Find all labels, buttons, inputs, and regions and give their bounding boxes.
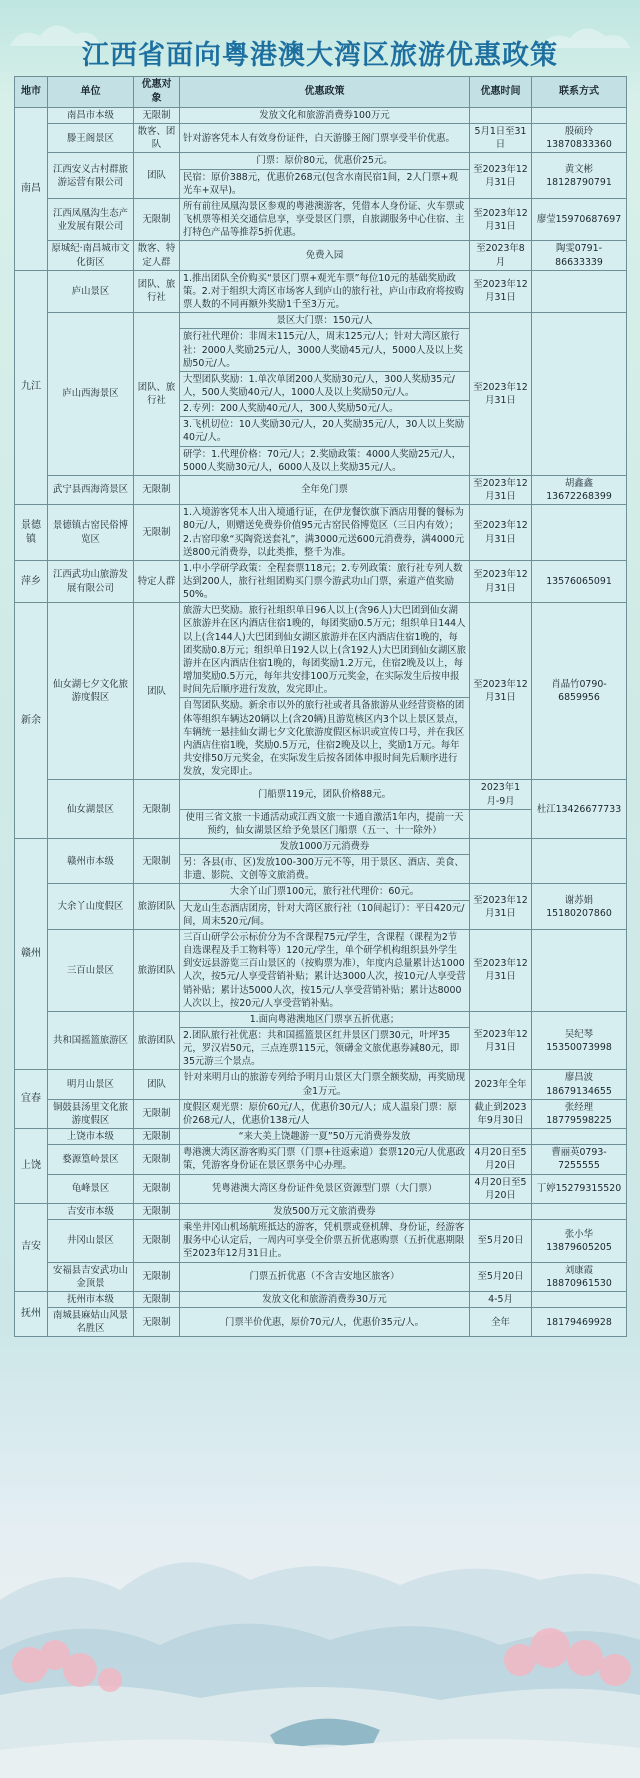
target-cell: 无限制 (134, 1307, 180, 1336)
target-cell: 无限制 (134, 1220, 180, 1262)
unit-cell: 抚州市本级 (48, 1291, 134, 1307)
table-row (15, 1291, 627, 1307)
target-cell: 无限制 (134, 475, 180, 504)
policy-cell: 1.面向粤港澳地区门票享五折优惠； (180, 1011, 470, 1027)
table-row (15, 929, 627, 1011)
table-row (15, 475, 627, 504)
table-row (15, 241, 627, 270)
policy-cell: 发放1000万元消费券 (180, 838, 470, 854)
policy-cell: 2.团队旅行社优惠：共和国摇篮景区红井景区门票30元，叶坪35元，罗汉岩50元，三点连票115元，领礴金文旅优惠券减80元，即35元游三个景点。 (180, 1028, 470, 1070)
time-cell: 5月1日至31日 (470, 124, 532, 153)
column-header: 地市 (15, 77, 48, 108)
policy-cell: 发放文化和旅游消费券100万元 (180, 108, 470, 124)
contact-cell: 谢苏娟15180207860 (532, 884, 627, 929)
time-cell: 至2023年12月31日 (470, 198, 532, 240)
contact-cell (532, 838, 627, 883)
table-row (15, 838, 627, 854)
time-cell: 至2023年12月31日 (470, 603, 532, 780)
policy-cell: 民宿：原价388元，优惠价268元(包含水南民宿1间，2人门票+观光车+双早)。 (180, 169, 470, 198)
policy-cell: 1.入境游客凭本人出入境通行证，在伊龙餐饮旗下酒店用餐的餐标为80元/人，则赠送免费券价值95元古窑民俗博览区（三日内有效）；2.古窑印象“买陶瓷送套礼”，满3000元送600元消费券，满4000元送800元消费券，以此类推，整千为准。 (180, 505, 470, 561)
city-cell: 九江 (15, 270, 48, 505)
policy-cell: 门票：原价80元，优惠价25元。 (180, 153, 470, 169)
policy-cell: “来大美上饶趣游一夏”50万元消费券发放 (180, 1129, 470, 1145)
policy-cell: 门船票119元，团队价格88元。 (180, 780, 470, 809)
column-header: 联系方式 (532, 77, 627, 108)
target-cell: 无限制 (134, 838, 180, 883)
policy-cell: 景区大门票：150元/人 (180, 313, 470, 329)
time-cell (470, 108, 532, 124)
time-cell: 至2023年12月31日 (470, 505, 532, 561)
city-cell: 新余 (15, 603, 48, 839)
policy-cell: 1.推出团队全价购买“景区门票+观光车票”每位10元的基础奖励政策。2.对于组织大湾区市场客人到庐山的旅行社，庐山市政府将按购票人数的不同再额外奖励1千至3万元。 (180, 270, 470, 312)
target-cell: 团队 (134, 603, 180, 780)
unit-cell: 庐山景区 (48, 270, 134, 312)
target-cell: 无限制 (134, 1099, 180, 1128)
landscape-illustration (0, 1480, 640, 1778)
contact-cell: 杜江13426677733 (532, 780, 627, 839)
unit-cell: 三百山景区 (48, 929, 134, 1011)
contact-cell (532, 505, 627, 561)
unit-cell: 原城纪·南昌城市文化街区 (48, 241, 134, 270)
policy-cell: 大余丫山门票100元，旅行社代理价：60元。 (180, 884, 470, 900)
contact-cell: 刘康霞18870961530 (532, 1262, 627, 1291)
unit-cell: 仙女湖七夕文化旅游度假区 (48, 603, 134, 780)
column-header: 单位 (48, 77, 134, 108)
policy-cell: 3.飞机切位：10人奖励30元/人，20人奖励35元/人，30人以上奖励40元/人。 (180, 417, 470, 446)
target-cell: 旅游团队 (134, 929, 180, 1011)
table-row (15, 1099, 627, 1128)
city-cell: 抚州 (15, 1291, 48, 1336)
target-cell: 团队 (134, 153, 180, 198)
city-cell: 赣州 (15, 838, 48, 1070)
contact-cell (532, 270, 627, 312)
table-row (15, 153, 627, 169)
header-banner (0, 0, 640, 75)
time-cell: 至2023年8月 (470, 241, 532, 270)
time-cell: 至2023年12月31日 (470, 313, 532, 476)
unit-cell: 大余丫山度假区 (48, 884, 134, 929)
policy-cell: 全年免门票 (180, 475, 470, 504)
unit-cell: 武宁县西海湾景区 (48, 475, 134, 504)
unit-cell: 仙女湖景区 (48, 780, 134, 839)
unit-cell: 井冈山景区 (48, 1220, 134, 1262)
table-row (15, 1220, 627, 1262)
unit-cell: 上饶市本级 (48, 1129, 134, 1145)
time-cell: 至2023年12月31日 (470, 153, 532, 198)
column-header: 优惠对象 (134, 77, 180, 108)
unit-cell: 共和国摇篮旅游区 (48, 1011, 134, 1070)
city-cell: 吉安 (15, 1203, 48, 1291)
contact-cell (532, 929, 627, 1011)
target-cell: 团队 (134, 1070, 180, 1099)
column-header: 优惠政策 (180, 77, 470, 108)
time-cell: 至2023年12月31日 (470, 1011, 532, 1070)
city-cell: 上饶 (15, 1129, 48, 1204)
target-cell: 团队、旅行社 (134, 270, 180, 312)
contact-cell (532, 1129, 627, 1145)
city-cell: 南昌 (15, 108, 48, 271)
policy-cell: 粤港澳大湾区游客购买门票（门票+往返索道）套票120元/人优惠政策，凭游客身份证在景区票务中心办理。 (180, 1145, 470, 1174)
table-row (15, 1129, 627, 1145)
target-cell: 无限制 (134, 1145, 180, 1174)
contact-cell: 13576065091 (532, 560, 627, 602)
column-header: 优惠时间 (470, 77, 532, 108)
unit-cell: 江西凤凰沟生态产业发展有限公司 (48, 198, 134, 240)
policy-cell: 旅行社代理价：非周末115元/人，周末125元/人；针对大湾区旅行社：2000人奖励25元/人，3000人奖励45元/人，5000人及以上奖励50元/人。 (180, 329, 470, 371)
time-cell (470, 838, 532, 883)
policy-cell: 针对来明月山的旅游专列给予明月山景区大门票全额奖励，再奖励现金1万元。 (180, 1070, 470, 1099)
policy-cell: 三百山研学公示标价分为不含课程75元/学生，含课程（课程为2节自选课程及手工物料等）120元/学生，单个研学机构组织县外学生到安远县游览三百山景区的（按购票为准），年度内总量累计达1000人次，按5元/人享受营销补贴；累计达3000人次，按10元/人享受营销补贴；累计达5000人次，按15元/人享受营销补贴；累计达8000人次以上，按20元/人享受营销补贴。 (180, 929, 470, 1011)
time-cell: 全年 (470, 1307, 532, 1336)
time-cell: 至2023年12月31日 (470, 560, 532, 602)
contact-cell (532, 108, 627, 124)
table-row (15, 560, 627, 602)
contact-cell: 陶雯0791-86633339 (532, 241, 627, 270)
policy-cell: 使用三省文旅一卡通活动或江西文旅一卡通自激活1年内，提前一天预约，仙女湖景区给予免景区门船票（五一、十一除外） (180, 809, 470, 838)
city-cell: 景德镇 (15, 505, 48, 561)
policy-cell: 门票半价优惠，原价70元/人，优惠价35元/人。 (180, 1307, 470, 1336)
policy-cell: 门票五折优惠（不含吉安地区旅客） (180, 1262, 470, 1291)
unit-cell: 江西武功山旅游发展有限公司 (48, 560, 134, 602)
unit-cell: 婺源篁岭景区 (48, 1145, 134, 1174)
time-cell (470, 1203, 532, 1219)
unit-cell: 滕王阁景区 (48, 124, 134, 153)
city-cell: 萍乡 (15, 560, 48, 602)
unit-cell: 明月山景区 (48, 1070, 134, 1099)
table-row (15, 1262, 627, 1291)
unit-cell: 南城县麻姑山风景名胜区 (48, 1307, 134, 1336)
time-cell: 至2023年12月31日 (470, 475, 532, 504)
unit-cell: 江西安义古村群旅游运营有限公司 (48, 153, 134, 198)
unit-cell: 庐山西海景区 (48, 313, 134, 476)
table-row (15, 124, 627, 153)
time-cell: 2023年1月-9月 (470, 780, 532, 809)
policy-cell: 针对游客凭本人有效身份证件，白天游滕王阁门票享受半价优惠。 (180, 124, 470, 153)
time-cell: 至2023年12月31日 (470, 270, 532, 312)
contact-cell: 殷硕玲13870833360 (532, 124, 627, 153)
table-row (15, 884, 627, 900)
contact-cell (532, 1203, 627, 1219)
contact-cell: 廖莹15970687697 (532, 198, 627, 240)
target-cell: 旅游团队 (134, 1011, 180, 1070)
table-row (15, 313, 627, 329)
contact-cell: 张经理18779598225 (532, 1099, 627, 1128)
table-row (15, 1203, 627, 1219)
contact-cell: 丁婷15279315520 (532, 1174, 627, 1203)
target-cell: 无限制 (134, 1129, 180, 1145)
policy-cell: 大型团队奖励：1.单次单团200人奖励30元/人，300人奖励35元/人，500人奖励40元/人，1000人及以上奖励50元/人。 (180, 371, 470, 400)
target-cell: 散客、团队 (134, 124, 180, 153)
policy-cell: 自驾团队奖励。新余市以外的旅行社或者具备旅游从业经营资格的团体等组织车辆达20辆以上(含20辆)且游览核区内3个以上景区景点，车辆统一悬挂仙女湖七夕文化旅游度假区标识或宣传口号，并在我区内酒店住宿1晚，奖励0.5万元，住宿2晚及以上，奖励1万元。每年共安排50万元奖金，在实际发生后按各团体申报时间先后顺序进行发放，发完即止。 (180, 698, 470, 780)
table-row (15, 1011, 627, 1027)
policy-cell: 2.专列：200人奖励40元/人，300人奖励50元/人。 (180, 401, 470, 417)
contact-cell: 肖晶竹0790-6859956 (532, 603, 627, 780)
contact-cell: 18179469928 (532, 1307, 627, 1336)
contact-cell: 廖昌波18679134655 (532, 1070, 627, 1099)
target-cell: 无限制 (134, 1174, 180, 1203)
table-row (15, 1174, 627, 1203)
policy-cell: 研学：1.代理价格：70元/人；2.奖励政策：4000人奖励25元/人，5000人奖励30元/人，6000人及以上奖励35元/人。 (180, 446, 470, 475)
policy-cell: 1.中小学研学政策：全程套票118元；2.专列政策：旅行社专列人数达到200人，旅行社组团购买门票今游武功山门票，索道产值奖励50%。 (180, 560, 470, 602)
unit-cell: 龟峰景区 (48, 1174, 134, 1203)
unit-cell: 南昌市本级 (48, 108, 134, 124)
target-cell: 无限制 (134, 1262, 180, 1291)
contact-cell: 黄文彬18128790791 (532, 153, 627, 198)
unit-cell: 景德镇古窑民俗博览区 (48, 505, 134, 561)
page-title: 江西省面向粤港澳大湾区旅游优惠政策 (82, 40, 558, 71)
table-row (15, 603, 627, 698)
unit-cell: 安福县吉安武功山金顶景 (48, 1262, 134, 1291)
target-cell: 无限制 (134, 505, 180, 561)
time-cell: 至2023年12月31日 (470, 929, 532, 1011)
policy-cell: 免费入园 (180, 241, 470, 270)
table-row (15, 1307, 627, 1336)
time-cell (470, 809, 532, 838)
target-cell: 散客、特定人群 (134, 241, 180, 270)
contact-cell: 曹丽英0793-7255555 (532, 1145, 627, 1174)
time-cell: 至2023年12月31日 (470, 884, 532, 929)
time-cell: 4月20日至5月20日 (470, 1145, 532, 1174)
target-cell: 无限制 (134, 780, 180, 839)
policy-cell: 发放文化和旅游消费券30万元 (180, 1291, 470, 1307)
time-cell: 至5月20日 (470, 1220, 532, 1262)
target-cell: 无限制 (134, 1203, 180, 1219)
table-header-row (15, 77, 627, 108)
policy-cell: 另：各县(市、区)发放100-300万元不等，用于景区、酒店、美食、非遗、影院、文创等文旅消费。 (180, 855, 470, 884)
policy-cell: 度假区观光票：原价60元/人，优惠价30元/人；成人温泉门票：原价268元/人，优惠价138元/人 (180, 1099, 470, 1128)
table-row (15, 780, 627, 809)
time-cell (470, 1129, 532, 1145)
contact-cell (532, 313, 627, 476)
policy-table (14, 76, 627, 1337)
unit-cell: 吉安市本级 (48, 1203, 134, 1219)
policy-cell: 旅游大巴奖励。旅行社组织单日96人以上(含96人)大巴团到仙女湖区旅游并在区内酒店住宿1晚的，每团奖励0.5万元；组织单日144人以上(含144人)大巴团到仙女湖区旅游并在区内酒店住宿1晚的，每团奖励0.8万元；组织单日192人以上(含192人)大巴团到仙女湖区旅游并在区内酒店住宿1晚的，每团奖励1.2万元，住宿2晚及以上，每增加奖励0.5万元，每年共安排100万元奖金，在实际发生后按申报时间先后顺序进行发放，发完即止。 (180, 603, 470, 698)
time-cell: 4月20日至5月20日 (470, 1174, 532, 1203)
unit-cell: 赣州市本级 (48, 838, 134, 883)
table-row (15, 1145, 627, 1174)
time-cell: 至5月20日 (470, 1262, 532, 1291)
time-cell: 2023年全年 (470, 1070, 532, 1099)
policy-cell: 乘坐井冈山机场航班抵达的游客，凭机票或登机牌、身份证，经游客服务中心认定后，一周内可享受全价票五折优惠购票（五折优惠期限至2023年12月31日止。 (180, 1220, 470, 1262)
contact-cell: 吴纪琴15350073998 (532, 1011, 627, 1070)
table-row (15, 505, 627, 561)
target-cell: 无限制 (134, 198, 180, 240)
time-cell: 截止到2023年9月30日 (470, 1099, 532, 1128)
policy-cell: 凭粤港澳大湾区身份证件免景区资源型门票（大门票） (180, 1174, 470, 1203)
table-row (15, 108, 627, 124)
target-cell: 无限制 (134, 1291, 180, 1307)
target-cell: 团队、旅行社 (134, 313, 180, 476)
unit-cell: 铜鼓县汤里文化旅游度假区 (48, 1099, 134, 1128)
table-row (15, 1070, 627, 1099)
policy-cell: 所有前往凤凰沟景区参观的粤港澳游客，凭借本人身份证、火车票或飞机票等相关交通信息享，享受景区门票，自旅湖服务中心住宿、主打特色产品等推荐5折优惠。 (180, 198, 470, 240)
target-cell: 旅游团队 (134, 884, 180, 929)
contact-cell: 张小华13879605205 (532, 1220, 627, 1262)
city-cell: 宜春 (15, 1070, 48, 1129)
contact-cell: 胡鑫鑫13672268399 (532, 475, 627, 504)
target-cell: 无限制 (134, 108, 180, 124)
target-cell: 特定人群 (134, 560, 180, 602)
table-row (15, 198, 627, 240)
policy-cell: 大龙山生态酒店团房，针对大湾区旅行社（10间起订）：平日420元/间，周末520元/间。 (180, 900, 470, 929)
contact-cell (532, 1291, 627, 1307)
table-row (15, 270, 627, 312)
policy-cell: 发放500万元文旅消费券 (180, 1203, 470, 1219)
time-cell: 4-5月 (470, 1291, 532, 1307)
